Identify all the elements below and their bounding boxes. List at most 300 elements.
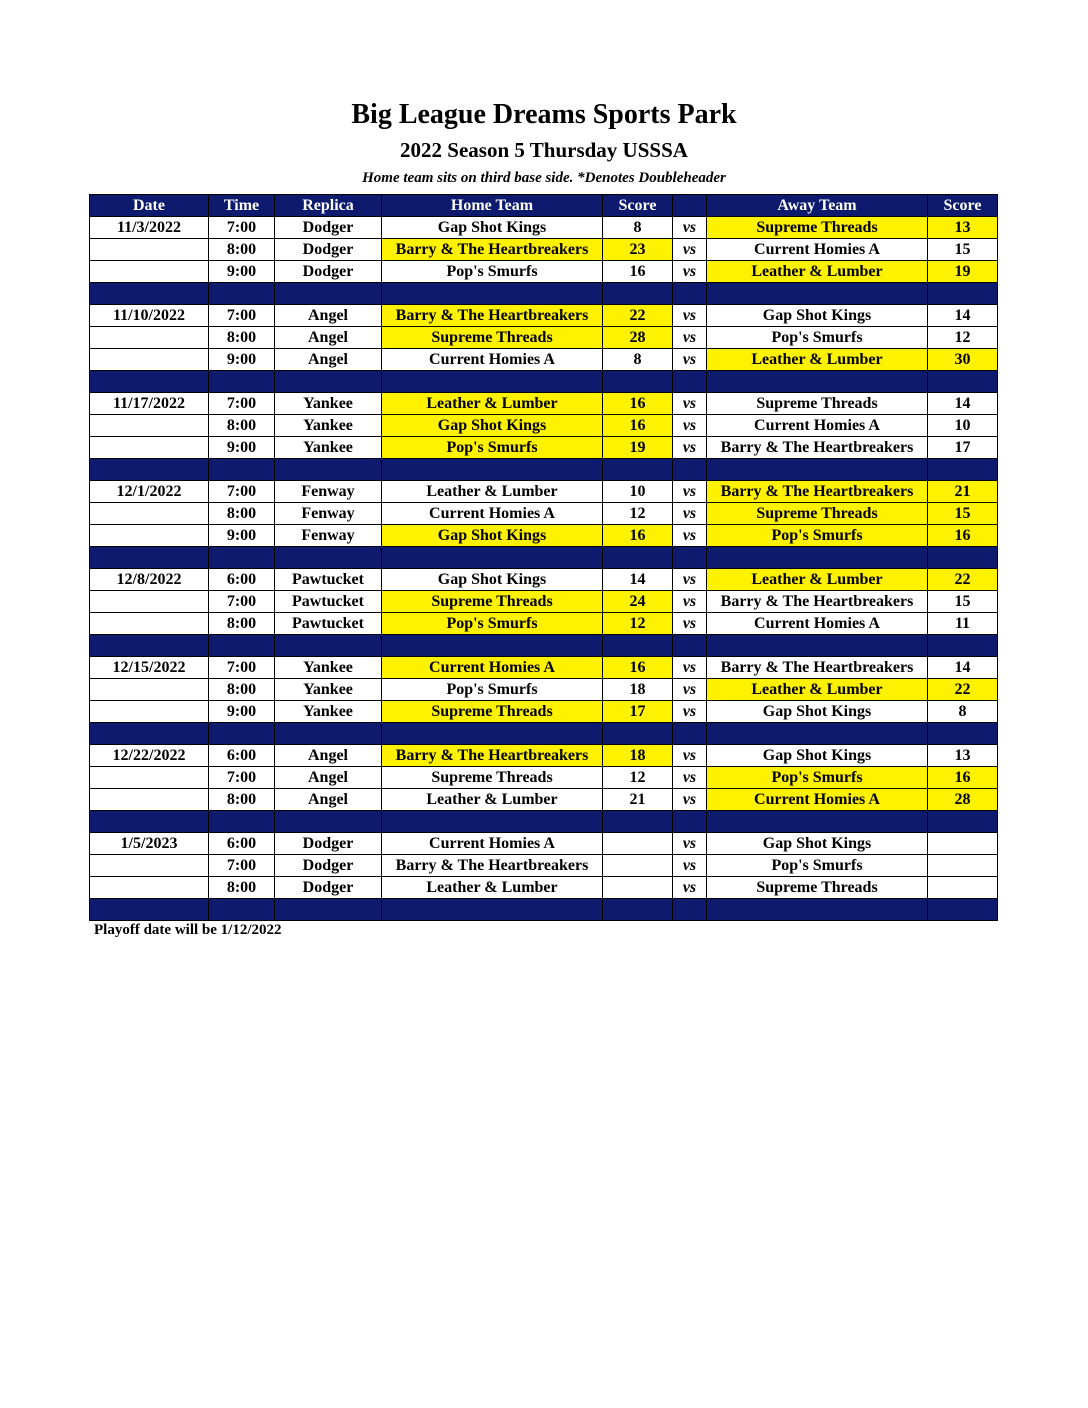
- separator-cell: [275, 283, 382, 305]
- home-team-cell: Barry & The Heartbreakers: [382, 745, 603, 767]
- away-score-cell: 22: [928, 569, 998, 591]
- home-score-cell: 16: [603, 393, 673, 415]
- away-team-cell: Current Homies A: [707, 415, 928, 437]
- separator-cell: [603, 899, 673, 921]
- separator-cell: [209, 635, 275, 657]
- replica-cell: Dodger: [275, 833, 382, 855]
- separator-cell: [707, 723, 928, 745]
- away-score-cell: 13: [928, 217, 998, 239]
- time-cell: 6:00: [209, 569, 275, 591]
- separator-cell: [275, 459, 382, 481]
- separator-cell: [707, 547, 928, 569]
- time-cell: 7:00: [209, 305, 275, 327]
- week-separator-row: [90, 811, 998, 833]
- away-score-cell: 14: [928, 657, 998, 679]
- separator-cell: [673, 283, 707, 305]
- schedule-table: [89, 194, 998, 921]
- vs-cell: vs: [673, 349, 707, 371]
- separator-cell: [90, 723, 209, 745]
- away-score-cell: 11: [928, 613, 998, 635]
- away-score-cell: 12: [928, 327, 998, 349]
- home-score-cell: 24: [603, 591, 673, 613]
- time-cell: 8:00: [209, 613, 275, 635]
- time-cell: 7:00: [209, 855, 275, 877]
- time-cell: 7:00: [209, 657, 275, 679]
- date-cell: [90, 327, 209, 349]
- time-cell: 8:00: [209, 789, 275, 811]
- away-team-cell: Gap Shot Kings: [707, 833, 928, 855]
- separator-cell: [603, 371, 673, 393]
- replica-cell: Pawtucket: [275, 569, 382, 591]
- col-time-header: Time: [209, 195, 275, 217]
- away-score-cell: 16: [928, 767, 998, 789]
- week-separator-row: [90, 723, 998, 745]
- separator-cell: [90, 283, 209, 305]
- replica-cell: Yankee: [275, 393, 382, 415]
- separator-cell: [928, 811, 998, 833]
- away-team-cell: Current Homies A: [707, 613, 928, 635]
- away-score-cell: 21: [928, 481, 998, 503]
- away-score-cell: [928, 877, 998, 899]
- vs-cell: vs: [673, 767, 707, 789]
- table-row: [90, 217, 998, 239]
- separator-cell: [928, 723, 998, 745]
- away-team-cell: Gap Shot Kings: [707, 745, 928, 767]
- table-row: [90, 745, 998, 767]
- home-team-cell: Current Homies A: [382, 503, 603, 525]
- separator-cell: [603, 811, 673, 833]
- replica-cell: Yankee: [275, 415, 382, 437]
- page-subtitle: 2022 Season 5 Thursday USSSA: [400, 138, 688, 162]
- table-row: [90, 877, 998, 899]
- away-score-cell: 10: [928, 415, 998, 437]
- time-cell: 8:00: [209, 415, 275, 437]
- table-row: [90, 833, 998, 855]
- away-team-cell: Barry & The Heartbreakers: [707, 481, 928, 503]
- separator-cell: [382, 459, 603, 481]
- away-score-cell: 8: [928, 701, 998, 723]
- time-cell: 8:00: [209, 877, 275, 899]
- date-cell: [90, 855, 209, 877]
- separator-cell: [928, 547, 998, 569]
- away-score-cell: 28: [928, 789, 998, 811]
- vs-cell: vs: [673, 305, 707, 327]
- time-cell: 6:00: [209, 745, 275, 767]
- home-team-cell: Barry & The Heartbreakers: [382, 239, 603, 261]
- page-title: Big League Dreams Sports Park: [351, 99, 737, 130]
- separator-cell: [673, 723, 707, 745]
- home-team-cell: Pop's Smurfs: [382, 261, 603, 283]
- col-away-team-header: Away Team: [707, 195, 928, 217]
- header-row: [90, 195, 998, 217]
- table-row: [90, 525, 998, 547]
- time-cell: 7:00: [209, 767, 275, 789]
- table-row: [90, 239, 998, 261]
- separator-cell: [90, 459, 209, 481]
- vs-cell: vs: [673, 261, 707, 283]
- away-team-cell: Pop's Smurfs: [707, 327, 928, 349]
- away-team-cell: Supreme Threads: [707, 503, 928, 525]
- time-cell: 7:00: [209, 393, 275, 415]
- separator-cell: [603, 547, 673, 569]
- time-cell: 9:00: [209, 349, 275, 371]
- time-cell: 8:00: [209, 327, 275, 349]
- replica-cell: Yankee: [275, 701, 382, 723]
- time-cell: 9:00: [209, 525, 275, 547]
- home-team-cell: Barry & The Heartbreakers: [382, 855, 603, 877]
- separator-cell: [209, 371, 275, 393]
- away-team-cell: Pop's Smurfs: [707, 767, 928, 789]
- separator-cell: [275, 723, 382, 745]
- separator-cell: [275, 371, 382, 393]
- date-cell: [90, 767, 209, 789]
- separator-cell: [275, 899, 382, 921]
- away-team-cell: Leather & Lumber: [707, 569, 928, 591]
- separator-cell: [707, 899, 928, 921]
- vs-cell: vs: [673, 833, 707, 855]
- separator-cell: [209, 723, 275, 745]
- vs-cell: vs: [673, 327, 707, 349]
- week-separator-row: [90, 635, 998, 657]
- table-row: [90, 261, 998, 283]
- time-cell: 8:00: [209, 679, 275, 701]
- home-score-cell: 18: [603, 745, 673, 767]
- table-row: [90, 679, 998, 701]
- home-team-cell: Current Homies A: [382, 349, 603, 371]
- table-row: [90, 327, 998, 349]
- separator-cell: [382, 723, 603, 745]
- away-team-cell: Current Homies A: [707, 789, 928, 811]
- home-score-cell: 19: [603, 437, 673, 459]
- table-row: [90, 305, 998, 327]
- separator-cell: [275, 811, 382, 833]
- separator-cell: [275, 635, 382, 657]
- date-cell: 12/22/2022: [90, 745, 209, 767]
- home-team-cell: Supreme Threads: [382, 591, 603, 613]
- replica-cell: Dodger: [275, 261, 382, 283]
- separator-cell: [382, 811, 603, 833]
- replica-cell: Angel: [275, 327, 382, 349]
- separator-cell: [673, 547, 707, 569]
- replica-cell: Dodger: [275, 239, 382, 261]
- time-cell: 7:00: [209, 481, 275, 503]
- date-cell: [90, 679, 209, 701]
- date-cell: 12/1/2022: [90, 481, 209, 503]
- table-row: [90, 481, 998, 503]
- replica-cell: Yankee: [275, 657, 382, 679]
- away-team-cell: Leather & Lumber: [707, 679, 928, 701]
- date-cell: 11/10/2022: [90, 305, 209, 327]
- home-score-cell: 22: [603, 305, 673, 327]
- away-score-cell: 15: [928, 239, 998, 261]
- date-cell: 12/8/2022: [90, 569, 209, 591]
- date-cell: [90, 437, 209, 459]
- home-team-cell: Leather & Lumber: [382, 877, 603, 899]
- replica-cell: Angel: [275, 767, 382, 789]
- time-cell: 6:00: [209, 833, 275, 855]
- separator-cell: [928, 899, 998, 921]
- vs-cell: vs: [673, 239, 707, 261]
- away-score-cell: 19: [928, 261, 998, 283]
- time-cell: 9:00: [209, 701, 275, 723]
- vs-cell: vs: [673, 745, 707, 767]
- separator-cell: [603, 459, 673, 481]
- vs-cell: vs: [673, 789, 707, 811]
- away-team-cell: Leather & Lumber: [707, 349, 928, 371]
- home-score-cell: [603, 855, 673, 877]
- home-team-cell: Pop's Smurfs: [382, 679, 603, 701]
- separator-cell: [673, 899, 707, 921]
- away-team-cell: Barry & The Heartbreakers: [707, 437, 928, 459]
- replica-cell: Angel: [275, 305, 382, 327]
- away-team-cell: Pop's Smurfs: [707, 855, 928, 877]
- separator-cell: [603, 635, 673, 657]
- home-score-cell: 14: [603, 569, 673, 591]
- date-cell: [90, 525, 209, 547]
- home-team-cell: Leather & Lumber: [382, 393, 603, 415]
- away-score-cell: 30: [928, 349, 998, 371]
- table-row: [90, 613, 998, 635]
- separator-cell: [382, 635, 603, 657]
- doubleheader-note: Home team sits on third base side. *Denotes Doubleheader: [362, 170, 726, 186]
- separator-cell: [90, 899, 209, 921]
- date-cell: 11/17/2022: [90, 393, 209, 415]
- date-cell: [90, 701, 209, 723]
- away-team-cell: Current Homies A: [707, 239, 928, 261]
- table-row: [90, 569, 998, 591]
- home-score-cell: 16: [603, 657, 673, 679]
- separator-cell: [209, 459, 275, 481]
- home-score-cell: 16: [603, 525, 673, 547]
- separator-cell: [707, 635, 928, 657]
- time-cell: 8:00: [209, 503, 275, 525]
- home-score-cell: [603, 877, 673, 899]
- table-row: [90, 701, 998, 723]
- vs-cell: vs: [673, 437, 707, 459]
- away-score-cell: 15: [928, 503, 998, 525]
- replica-cell: Pawtucket: [275, 591, 382, 613]
- separator-cell: [209, 547, 275, 569]
- time-cell: 8:00: [209, 239, 275, 261]
- home-team-cell: Barry & The Heartbreakers: [382, 305, 603, 327]
- vs-cell: vs: [673, 481, 707, 503]
- vs-cell: vs: [673, 393, 707, 415]
- home-team-cell: Supreme Threads: [382, 767, 603, 789]
- home-score-cell: 23: [603, 239, 673, 261]
- date-cell: [90, 503, 209, 525]
- separator-cell: [928, 635, 998, 657]
- replica-cell: Angel: [275, 745, 382, 767]
- time-cell: 7:00: [209, 217, 275, 239]
- separator-cell: [603, 723, 673, 745]
- date-cell: [90, 613, 209, 635]
- away-score-cell: 14: [928, 305, 998, 327]
- separator-cell: [90, 371, 209, 393]
- week-separator-row: [90, 899, 998, 921]
- away-score-cell: 15: [928, 591, 998, 613]
- home-score-cell: 8: [603, 217, 673, 239]
- separator-cell: [707, 811, 928, 833]
- home-score-cell: [603, 833, 673, 855]
- away-score-cell: 14: [928, 393, 998, 415]
- vs-cell: vs: [673, 591, 707, 613]
- separator-cell: [707, 459, 928, 481]
- time-cell: 9:00: [209, 437, 275, 459]
- home-team-cell: Supreme Threads: [382, 701, 603, 723]
- col-vs-header: [673, 195, 707, 217]
- week-separator-row: [90, 371, 998, 393]
- separator-cell: [707, 371, 928, 393]
- away-score-cell: 22: [928, 679, 998, 701]
- date-cell: [90, 349, 209, 371]
- home-team-cell: Gap Shot Kings: [382, 569, 603, 591]
- home-team-cell: Current Homies A: [382, 833, 603, 855]
- vs-cell: vs: [673, 217, 707, 239]
- table-row: [90, 657, 998, 679]
- home-score-cell: 21: [603, 789, 673, 811]
- table-row: [90, 789, 998, 811]
- home-team-cell: Leather & Lumber: [382, 789, 603, 811]
- schedule-body: [90, 217, 998, 921]
- separator-cell: [90, 811, 209, 833]
- time-cell: 9:00: [209, 261, 275, 283]
- week-separator-row: [90, 283, 998, 305]
- replica-cell: Angel: [275, 349, 382, 371]
- replica-cell: Dodger: [275, 877, 382, 899]
- separator-cell: [673, 635, 707, 657]
- table-row: [90, 393, 998, 415]
- away-team-cell: Barry & The Heartbreakers: [707, 591, 928, 613]
- vs-cell: vs: [673, 701, 707, 723]
- vs-cell: vs: [673, 877, 707, 899]
- separator-cell: [382, 547, 603, 569]
- separator-cell: [382, 283, 603, 305]
- date-cell: 11/3/2022: [90, 217, 209, 239]
- home-team-cell: Gap Shot Kings: [382, 525, 603, 547]
- home-team-cell: Gap Shot Kings: [382, 415, 603, 437]
- separator-cell: [673, 811, 707, 833]
- replica-cell: Yankee: [275, 679, 382, 701]
- table-row: [90, 437, 998, 459]
- separator-cell: [382, 899, 603, 921]
- away-team-cell: Supreme Threads: [707, 877, 928, 899]
- replica-cell: Yankee: [275, 437, 382, 459]
- vs-cell: vs: [673, 415, 707, 437]
- separator-cell: [209, 811, 275, 833]
- home-score-cell: 18: [603, 679, 673, 701]
- vs-cell: vs: [673, 525, 707, 547]
- vs-cell: vs: [673, 679, 707, 701]
- col-replica-header: Replica: [275, 195, 382, 217]
- week-separator-row: [90, 459, 998, 481]
- playoff-note: Playoff date will be 1/12/2022: [94, 922, 282, 938]
- replica-cell: Fenway: [275, 525, 382, 547]
- home-score-cell: 10: [603, 481, 673, 503]
- home-team-cell: Gap Shot Kings: [382, 217, 603, 239]
- away-score-cell: [928, 833, 998, 855]
- replica-cell: Pawtucket: [275, 613, 382, 635]
- home-team-cell: Supreme Threads: [382, 327, 603, 349]
- away-score-cell: 17: [928, 437, 998, 459]
- separator-cell: [209, 283, 275, 305]
- separator-cell: [707, 283, 928, 305]
- home-score-cell: 16: [603, 261, 673, 283]
- home-team-cell: Current Homies A: [382, 657, 603, 679]
- away-team-cell: Supreme Threads: [707, 217, 928, 239]
- home-score-cell: 12: [603, 503, 673, 525]
- col-home-score-header: Score: [603, 195, 673, 217]
- home-team-cell: Pop's Smurfs: [382, 613, 603, 635]
- date-cell: [90, 789, 209, 811]
- replica-cell: Dodger: [275, 855, 382, 877]
- table-row: [90, 767, 998, 789]
- col-away-score-header: Score: [928, 195, 998, 217]
- table-row: [90, 349, 998, 371]
- separator-cell: [275, 547, 382, 569]
- vs-cell: vs: [673, 503, 707, 525]
- away-team-cell: Gap Shot Kings: [707, 701, 928, 723]
- away-team-cell: Pop's Smurfs: [707, 525, 928, 547]
- home-score-cell: 16: [603, 415, 673, 437]
- date-cell: 1/5/2023: [90, 833, 209, 855]
- date-cell: [90, 261, 209, 283]
- table-row: [90, 415, 998, 437]
- replica-cell: Fenway: [275, 481, 382, 503]
- date-cell: [90, 877, 209, 899]
- separator-cell: [90, 635, 209, 657]
- date-cell: [90, 591, 209, 613]
- separator-cell: [928, 371, 998, 393]
- vs-cell: vs: [673, 613, 707, 635]
- away-team-cell: Leather & Lumber: [707, 261, 928, 283]
- time-cell: 7:00: [209, 591, 275, 613]
- separator-cell: [90, 547, 209, 569]
- home-score-cell: 12: [603, 613, 673, 635]
- away-score-cell: 16: [928, 525, 998, 547]
- away-team-cell: Barry & The Heartbreakers: [707, 657, 928, 679]
- separator-cell: [382, 371, 603, 393]
- home-score-cell: 28: [603, 327, 673, 349]
- vs-cell: vs: [673, 657, 707, 679]
- home-score-cell: 17: [603, 701, 673, 723]
- vs-cell: vs: [673, 569, 707, 591]
- vs-cell: vs: [673, 855, 707, 877]
- home-team-cell: Leather & Lumber: [382, 481, 603, 503]
- separator-cell: [673, 459, 707, 481]
- col-date-header: Date: [90, 195, 209, 217]
- col-home-team-header: Home Team: [382, 195, 603, 217]
- separator-cell: [603, 283, 673, 305]
- separator-cell: [673, 371, 707, 393]
- home-team-cell: Pop's Smurfs: [382, 437, 603, 459]
- date-cell: [90, 239, 209, 261]
- table-row: [90, 591, 998, 613]
- table-row: [90, 855, 998, 877]
- date-cell: [90, 415, 209, 437]
- replica-cell: Fenway: [275, 503, 382, 525]
- separator-cell: [928, 283, 998, 305]
- home-score-cell: 12: [603, 767, 673, 789]
- away-team-cell: Gap Shot Kings: [707, 305, 928, 327]
- home-score-cell: 8: [603, 349, 673, 371]
- week-separator-row: [90, 547, 998, 569]
- separator-cell: [928, 459, 998, 481]
- away-score-cell: 13: [928, 745, 998, 767]
- away-score-cell: [928, 855, 998, 877]
- separator-cell: [209, 899, 275, 921]
- date-cell: 12/15/2022: [90, 657, 209, 679]
- table-row: [90, 503, 998, 525]
